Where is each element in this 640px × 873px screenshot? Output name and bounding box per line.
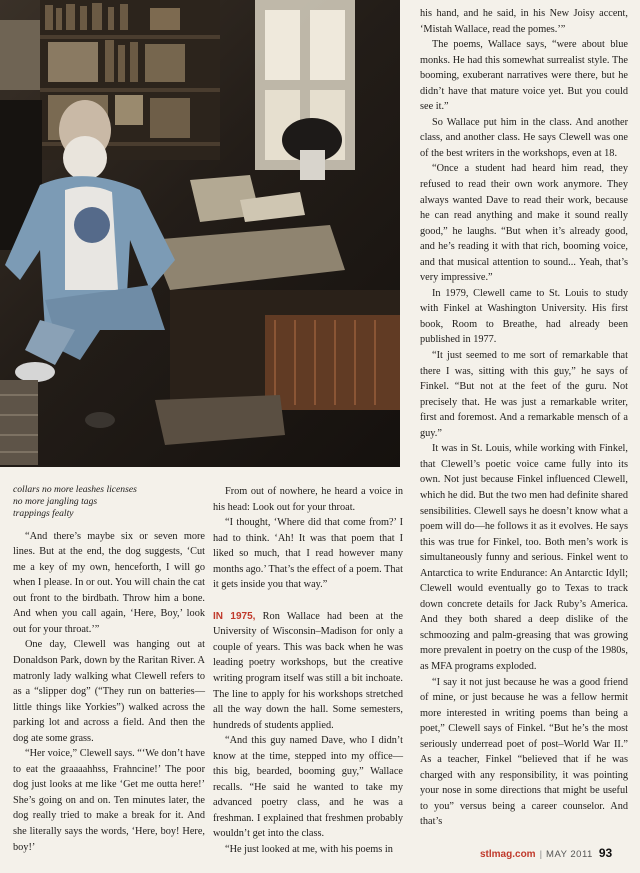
- photo-of-man-in-office: [0, 0, 400, 467]
- section-lead-in: IN 1975,: [213, 610, 256, 622]
- poem-line: no more jangling tags: [13, 496, 98, 508]
- paragraph: “I thought, ‘Where did that come from?’ I had to think. ‘Ah! It was that poem that I liked so much, that I read however many months ago.’ That’s the effect of a poem. That it gets inside you that way.”: [213, 517, 403, 591]
- page-footer: [480, 846, 630, 862]
- section-lead-paragraph: [213, 609, 403, 733]
- poem-excerpt: [13, 484, 205, 521]
- paragraph: “Once a student had heard him read, they refused to read their own work anymore. They always wanted Dave to read their work, because he can read anything and make it sound really good,” he laughs. “But when it’s already good, and he’s reading it with that rich, booming voice, and that musical attention to sound... Yeah, that’s very impressive.”: [420, 163, 628, 284]
- paragraph: “I say it not just because he was a good friend of mine, or just because he was a fellow hermit more interested in writing poems than being a poet,” Clewell says of Finkel. “But he’s the most seriously underread poet of post–World War II.” As a teacher, Finkel “believed that if he was charged with any responsibility, it was pointing your nose in some directions that might be useful to you” versus being a career counselor. And that’s: [420, 676, 628, 828]
- paragraph: “And this guy named Dave, who I didn’t know at the time, stepped into my office—this big, bearded, booming guy,” Wallace recalls. “He said he wanted to take my advanced poetry class, and he was a freshman. I explained that freshmen probably wouldn’t get into the class.: [213, 735, 403, 840]
- section-lead-text: Ron Wallace had been at the University of Wisconsin–Madison for only a couple of years. This was back when he was leading poetry workshops, but the creative writing program itself was still a bit inchoate. The line to apply for his workshops stretched all the way down the hall. Some semesters, hundreds of students applied.: [213, 610, 403, 731]
- paragraph: The poems, Wallace says, “were about blue monks. He had this somewhat surrealist style. The booming, exuberant narratives were there, but he didn’t have that mature voice yet. But you could see it.”: [420, 39, 628, 113]
- paragraph: It was in St. Louis, while working with Finkel, that Clewell’s poetic voice came fully into its own. Not just because Finkel influenced Clewell, which he did. But the two men had definite shared sensibilities. Clewell says he doesn’t know what a poem will do—he follows it as it evolves. He says this was true for Finkel, too. Both men’s work is simultaneously funny and serious. Finkel went to Antarctica to write Endurance: An Antarctic Idyll; Clewell would eventually go to Texas to track down concrete details for Jack Ruby’s America. And they both shared a deep dislike of the schmoozing and palm-greasing that was growing more prevalent in poetry on the cusp of the 1980s, as MFA programs exploded.: [420, 443, 628, 672]
- section-break: [213, 593, 403, 609]
- article-column-3: [420, 6, 628, 830]
- paragraph: “And there’s maybe six or seven more lines. But at the end, the dog suggests, ‘Cut me a key of my own, henceforth, I will go when I please. In or out. You will chain the cat out front to the birdbath. Throw him a bone. And when you call again, ‘Here, Boy,’ look out for your throat.’”: [13, 530, 205, 635]
- page-number: 93: [598, 846, 613, 860]
- issue-date: MAY 2011: [546, 849, 593, 860]
- paragraph: his hand, and he said, in his New Joisy accent, ‘Mistah Wallace, read the pomes.’”: [420, 8, 628, 35]
- paragraph: In 1979, Clewell came to St. Louis to study with Finkel at Washington University. His first book, Room to Breathe, had already been published in 1977.: [420, 287, 628, 346]
- paragraph: “It just seemed to me sort of remarkable that there I was, sitting with this guy,” he says of Finkel. “But not at the feet of the guru. Not precisely that. He was just a remarkable writer, first and foremost. And a remarkable mensch of a guy.”: [420, 350, 628, 439]
- footer-separator: |: [539, 849, 543, 860]
- office-photo-illustration: [0, 0, 400, 467]
- article-column-1: [13, 484, 205, 855]
- paragraph: “Her voice,” Clewell says. “‘We don’t have to eat the graaaahhss, Frahncine!’ The poor dog just looks at me like ‘Get me outta here!’ She’s going on and on. Ten minutes later, the dog really tried to make a break for it. And she literally says the words, ‘Here, boy! Here, boy!’: [13, 748, 205, 853]
- poem-line: collars no more leashes licenses: [13, 484, 137, 495]
- paragraph: So Wallace put him in the class. And another class, and another class. He says Clewell was one of the best writers in the workshops, even at 18.: [420, 116, 628, 159]
- magazine-url[interactable]: stlmag.com: [480, 849, 536, 860]
- paragraph: From out of nowhere, he heard a voice in his head: Look out for your throat.: [213, 486, 403, 513]
- article-column-2: [213, 484, 403, 858]
- poem-line: trappings fealty: [13, 508, 74, 520]
- paragraph: One day, Clewell was hanging out at Donaldson Park, down by the Raritan River. A matronly lady walking what Clewell refers to as a “slipper dog” (“They run on batteries—little things like Yorkies”) walked across the parking lot and across a field. And then the dog ate some grass.: [13, 639, 205, 744]
- paragraph: “He just looked at me, with his poems in: [225, 844, 393, 856]
